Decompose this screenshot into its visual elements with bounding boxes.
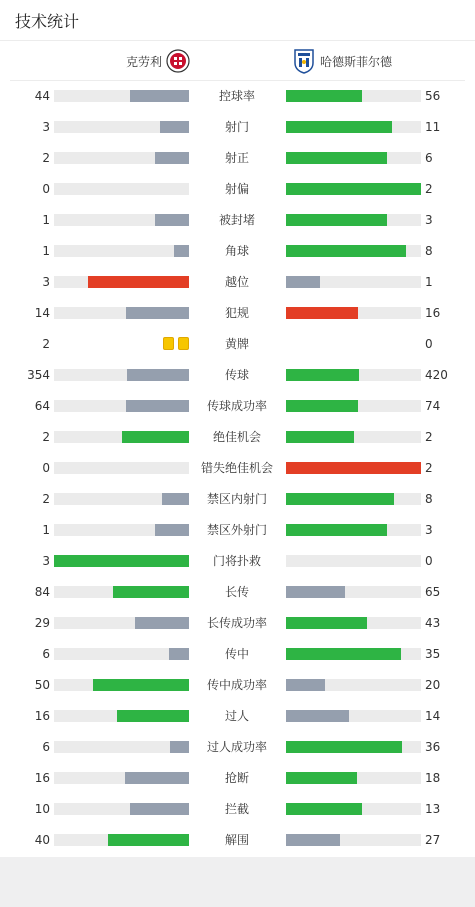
away-value: 2 bbox=[425, 430, 433, 444]
away-bar-track bbox=[286, 741, 421, 753]
stat-row bbox=[0, 639, 475, 670]
away-bar-track bbox=[286, 617, 421, 629]
stat-row bbox=[0, 236, 475, 267]
home-bar bbox=[122, 431, 190, 443]
away-bar-track bbox=[286, 648, 421, 660]
home-bar bbox=[125, 772, 189, 784]
home-bar bbox=[117, 710, 189, 722]
home-bar bbox=[126, 307, 189, 319]
stat-row bbox=[0, 81, 475, 112]
away-value: 43 bbox=[425, 616, 441, 630]
away-value: 74 bbox=[425, 399, 441, 413]
home-bar bbox=[135, 617, 189, 629]
home-bar-track bbox=[54, 121, 189, 133]
stat-row bbox=[0, 732, 475, 763]
away-bar-track bbox=[286, 524, 421, 536]
away-bar-track bbox=[286, 493, 421, 505]
home-bar bbox=[127, 369, 189, 381]
stat-label: 抢断 bbox=[224, 771, 249, 785]
away-bar-track bbox=[286, 152, 421, 164]
home-bar bbox=[155, 214, 189, 226]
away-value: 6 bbox=[425, 151, 433, 165]
away-bar bbox=[286, 524, 387, 536]
stat-label: 绝佳机会 bbox=[212, 430, 261, 444]
away-bar-track bbox=[286, 307, 421, 319]
stat-row bbox=[0, 825, 475, 856]
home-bar-track bbox=[54, 462, 189, 474]
home-value: 14 bbox=[34, 306, 50, 320]
away-bar-track bbox=[286, 400, 421, 412]
home-bar-track bbox=[54, 245, 189, 257]
stat-row bbox=[0, 701, 475, 732]
away-bar-track bbox=[286, 431, 421, 443]
home-bar-track bbox=[54, 183, 189, 195]
away-bar-track bbox=[286, 803, 421, 815]
stat-label: 传球成功率 bbox=[206, 399, 267, 413]
away-bar bbox=[286, 679, 325, 691]
home-bar-track bbox=[54, 369, 189, 381]
away-bar bbox=[286, 121, 392, 133]
home-bar-track bbox=[54, 679, 189, 691]
away-bar bbox=[286, 772, 357, 784]
away-bar bbox=[286, 245, 406, 257]
away-value: 35 bbox=[425, 647, 441, 661]
home-value: 44 bbox=[34, 89, 50, 103]
home-value: 29 bbox=[34, 616, 50, 630]
home-bar-track bbox=[54, 90, 189, 102]
home-value: 2 bbox=[42, 430, 50, 444]
home-bar-track bbox=[54, 493, 189, 505]
home-value: 84 bbox=[34, 585, 50, 599]
home-bar bbox=[155, 524, 189, 536]
home-bar bbox=[155, 152, 189, 164]
stat-label: 黄牌 bbox=[224, 337, 249, 351]
away-bar bbox=[286, 152, 387, 164]
home-bar bbox=[162, 493, 189, 505]
away-bar bbox=[286, 741, 402, 753]
stat-row bbox=[0, 546, 475, 577]
home-value: 16 bbox=[34, 709, 50, 723]
away-bar bbox=[286, 648, 401, 660]
home-bar-track bbox=[54, 524, 189, 536]
home-bar-track bbox=[54, 152, 189, 164]
home-value: 1 bbox=[42, 523, 50, 537]
stats-list bbox=[0, 81, 475, 856]
stat-label: 门将扑救 bbox=[212, 554, 261, 568]
away-value: 20 bbox=[425, 678, 441, 692]
away-bar bbox=[286, 400, 358, 412]
home-bar bbox=[93, 679, 189, 691]
stat-label: 控球率 bbox=[218, 89, 255, 103]
away-bar-track bbox=[286, 772, 421, 784]
away-value: 18 bbox=[425, 771, 441, 785]
away-bar-track bbox=[286, 121, 421, 133]
home-value: 6 bbox=[42, 647, 50, 661]
stat-row bbox=[0, 763, 475, 794]
away-bar bbox=[286, 493, 394, 505]
away-bar bbox=[286, 462, 421, 474]
home-value: 10 bbox=[34, 802, 50, 816]
away-value: 0 bbox=[425, 337, 433, 351]
stat-label: 传球 bbox=[224, 368, 249, 382]
stat-row bbox=[0, 608, 475, 639]
home-value: 64 bbox=[34, 399, 50, 413]
away-value: 3 bbox=[425, 213, 433, 227]
away-bar-track bbox=[286, 369, 421, 381]
away-bar-track bbox=[286, 555, 421, 567]
home-bar bbox=[108, 834, 189, 846]
stat-label: 禁区内射门 bbox=[206, 492, 267, 506]
stat-label: 过人 bbox=[224, 709, 249, 723]
away-bar-track bbox=[286, 276, 421, 288]
away-value: 14 bbox=[425, 709, 441, 723]
home-bar bbox=[126, 400, 189, 412]
stat-row bbox=[0, 329, 475, 360]
away-bar bbox=[286, 710, 349, 722]
away-bar-track bbox=[286, 710, 421, 722]
away-value: 8 bbox=[425, 244, 433, 258]
home-value: 6 bbox=[42, 740, 50, 754]
stat-label: 长传 bbox=[224, 585, 249, 599]
away-value: 13 bbox=[425, 802, 441, 816]
away-bar-track bbox=[286, 183, 421, 195]
section-title: 技术统计 bbox=[0, 0, 475, 41]
away-bar-track bbox=[286, 834, 421, 846]
home-bar bbox=[169, 648, 189, 660]
home-bar bbox=[130, 803, 189, 815]
away-bar bbox=[286, 834, 340, 846]
crawley-crest-icon bbox=[166, 48, 190, 74]
yellow-card-icon bbox=[178, 337, 189, 350]
home-team-name: 克劳利 bbox=[125, 54, 162, 69]
away-value: 56 bbox=[425, 89, 441, 103]
home-bar bbox=[160, 121, 189, 133]
home-bar-track bbox=[54, 710, 189, 722]
away-value: 2 bbox=[425, 182, 433, 196]
away-value: 1 bbox=[425, 275, 433, 289]
home-value: 2 bbox=[42, 151, 50, 165]
stat-label: 禁区外射门 bbox=[206, 523, 267, 537]
home-bar bbox=[170, 741, 189, 753]
away-bar bbox=[286, 586, 345, 598]
stat-label: 犯规 bbox=[224, 306, 249, 320]
stat-row bbox=[0, 360, 475, 391]
away-value: 65 bbox=[425, 585, 441, 599]
home-value: 3 bbox=[42, 275, 50, 289]
yellow-card-icon bbox=[163, 337, 174, 350]
home-value: 40 bbox=[34, 833, 50, 847]
stat-label: 被封堵 bbox=[218, 213, 255, 227]
home-bar bbox=[88, 276, 189, 288]
home-bar-track bbox=[54, 431, 189, 443]
stat-label: 角球 bbox=[224, 244, 249, 258]
stat-row bbox=[0, 515, 475, 546]
away-team-name: 哈德斯菲尔德 bbox=[320, 54, 393, 69]
home-value: 0 bbox=[42, 182, 50, 196]
home-bar-track bbox=[54, 586, 189, 598]
away-team[interactable] bbox=[292, 42, 392, 80]
stat-row bbox=[0, 205, 475, 236]
away-bar bbox=[286, 431, 354, 443]
stat-label: 传中成功率 bbox=[206, 678, 267, 692]
away-bar-track bbox=[286, 462, 421, 474]
home-value: 2 bbox=[42, 337, 50, 351]
stat-row bbox=[0, 577, 475, 608]
stat-row bbox=[0, 794, 475, 825]
away-value: 2 bbox=[425, 461, 433, 475]
stat-label: 传中 bbox=[224, 647, 249, 661]
away-value: 11 bbox=[425, 120, 441, 134]
home-bar-track bbox=[54, 617, 189, 629]
home-bar bbox=[130, 90, 189, 102]
away-bar-track bbox=[286, 586, 421, 598]
home-value: 50 bbox=[34, 678, 50, 692]
stat-row bbox=[0, 484, 475, 515]
home-bar-track bbox=[54, 772, 189, 784]
away-bar bbox=[286, 183, 421, 195]
huddersfield-crest-icon bbox=[292, 48, 316, 74]
home-bar bbox=[54, 555, 189, 567]
stat-row bbox=[0, 453, 475, 484]
away-bar-track bbox=[286, 245, 421, 257]
away-value: 16 bbox=[425, 306, 441, 320]
stat-label: 拦截 bbox=[224, 802, 249, 816]
stat-row bbox=[0, 422, 475, 453]
away-bar-track bbox=[286, 90, 421, 102]
home-value: 3 bbox=[42, 120, 50, 134]
home-bar-track bbox=[54, 648, 189, 660]
home-value: 1 bbox=[42, 244, 50, 258]
stat-row bbox=[0, 112, 475, 143]
stat-label: 射门 bbox=[224, 120, 249, 134]
away-bar-track bbox=[286, 679, 421, 691]
home-value: 1 bbox=[42, 213, 50, 227]
away-value: 8 bbox=[425, 492, 433, 506]
home-bar-track bbox=[54, 400, 189, 412]
stat-row bbox=[0, 391, 475, 422]
stat-row bbox=[0, 143, 475, 174]
stat-label: 长传成功率 bbox=[206, 616, 267, 630]
home-bar-track bbox=[54, 214, 189, 226]
home-value: 3 bbox=[42, 554, 50, 568]
stat-label: 过人成功率 bbox=[206, 740, 267, 754]
home-value: 354 bbox=[27, 368, 50, 382]
home-bar-track bbox=[54, 741, 189, 753]
stat-label: 解围 bbox=[224, 833, 249, 847]
home-team[interactable] bbox=[126, 42, 190, 80]
home-bar-track bbox=[54, 307, 189, 319]
stat-label: 越位 bbox=[224, 275, 249, 289]
home-bar-track bbox=[54, 834, 189, 846]
stat-row bbox=[0, 670, 475, 701]
stat-label: 错失绝佳机会 bbox=[200, 461, 273, 475]
away-bar bbox=[286, 307, 358, 319]
teams-header bbox=[10, 42, 465, 81]
away-bar bbox=[286, 617, 367, 629]
home-bar-track bbox=[54, 803, 189, 815]
home-bar bbox=[113, 586, 189, 598]
home-value: 2 bbox=[42, 492, 50, 506]
away-bar bbox=[286, 214, 387, 226]
stat-row bbox=[0, 298, 475, 329]
away-bar-track bbox=[286, 214, 421, 226]
home-bar-track bbox=[54, 555, 189, 567]
away-bar bbox=[286, 276, 320, 288]
home-yellow-cards bbox=[163, 337, 189, 350]
stat-row bbox=[0, 267, 475, 298]
stat-row bbox=[0, 174, 475, 205]
away-bar bbox=[286, 369, 359, 381]
away-value: 27 bbox=[425, 833, 441, 847]
home-bar-track bbox=[54, 276, 189, 288]
away-bar bbox=[286, 90, 362, 102]
home-value: 16 bbox=[34, 771, 50, 785]
home-bar bbox=[174, 245, 189, 257]
away-value: 3 bbox=[425, 523, 433, 537]
stat-label: 射偏 bbox=[224, 182, 249, 196]
away-bar bbox=[286, 803, 362, 815]
away-value: 0 bbox=[425, 554, 433, 568]
stat-label: 射正 bbox=[224, 151, 249, 165]
away-value: 36 bbox=[425, 740, 441, 754]
home-value: 0 bbox=[42, 461, 50, 475]
away-value: 420 bbox=[425, 368, 448, 382]
